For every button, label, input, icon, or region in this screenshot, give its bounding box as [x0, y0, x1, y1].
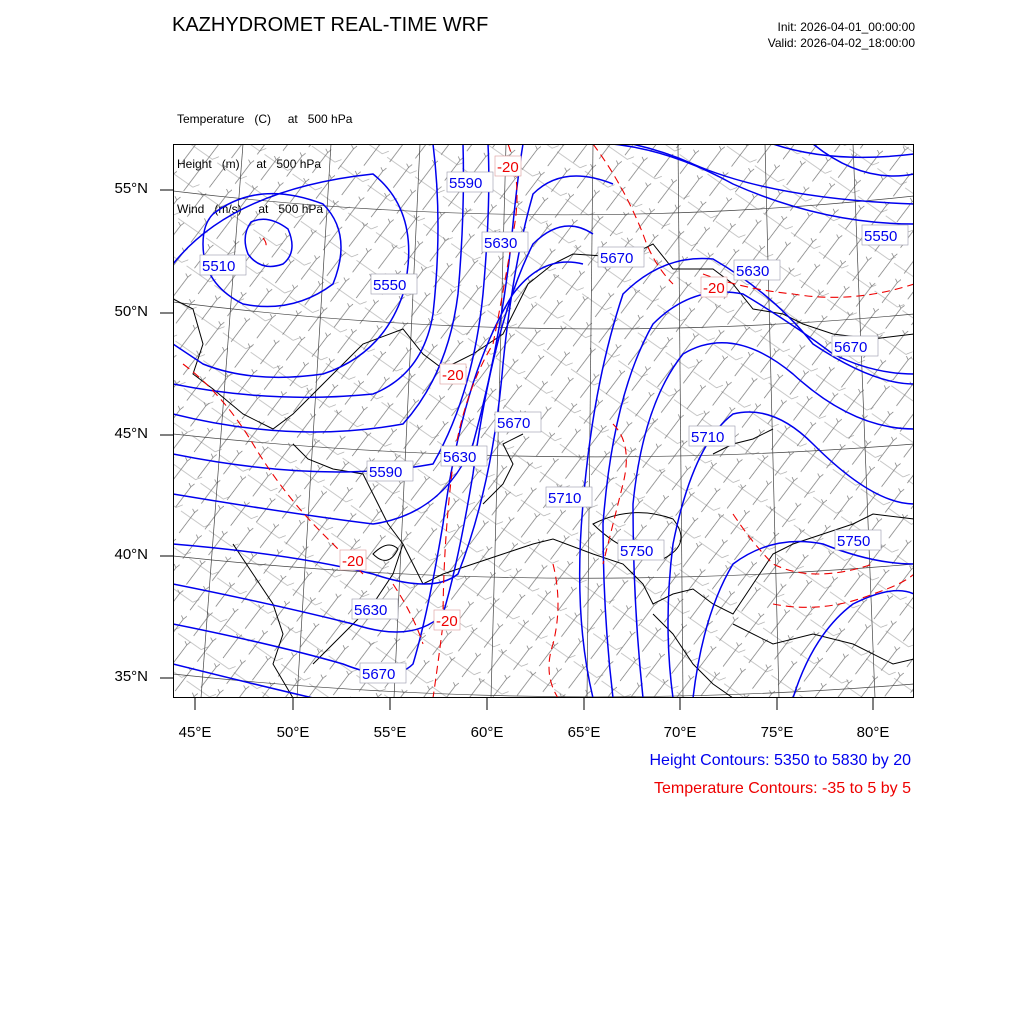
lat-label-45: 45°N — [114, 425, 148, 442]
height-label: 5750 — [620, 543, 654, 560]
height-label: 5750 — [837, 533, 871, 550]
lat-label-40: 40°N — [114, 546, 148, 563]
lon-label-50: 50°E — [276, 724, 310, 741]
temperature-label: -20 — [703, 280, 725, 297]
height-label: 5550 — [864, 228, 898, 245]
height-label: 5590 — [449, 175, 483, 192]
height-label: 5710 — [548, 490, 582, 507]
height-label: 5710 — [691, 429, 725, 446]
lon-label-65: 65°E — [567, 724, 601, 741]
lat-label-50: 50°N — [114, 303, 148, 320]
temperature-label: -20 — [342, 553, 364, 570]
temperature-contour-legend: Temperature Contours: -35 to 5 by 5 — [653, 780, 911, 797]
chart-title: KAZHYDROMET REAL-TIME WRF — [172, 14, 489, 36]
axis-ticks — [160, 130, 930, 720]
lat-label-35: 35°N — [114, 668, 148, 685]
height-label: 5670 — [497, 415, 531, 432]
height-label: 5550 — [373, 277, 407, 294]
height-label: 5630 — [443, 449, 477, 466]
height-label: 5670 — [362, 666, 396, 683]
height-label: 5630 — [484, 235, 518, 252]
lon-label-80: 80°E — [856, 724, 890, 741]
temperature-label: -20 — [442, 367, 464, 384]
height-label: 5670 — [600, 250, 634, 267]
lon-label-75: 75°E — [760, 724, 794, 741]
lat-label-55: 55°N — [114, 180, 148, 197]
lon-label-55: 55°E — [373, 724, 407, 741]
field-temperature: Temperature (C) at 500 hPa — [177, 112, 353, 126]
height-contour-legend: Height Contours: 5350 to 5830 by 20 — [649, 752, 911, 769]
height-label: 5630 — [736, 263, 770, 280]
valid-time: Valid: 2026-04-02_18:00:00 — [767, 36, 915, 50]
height-label: 5670 — [834, 339, 868, 356]
lon-label-60: 60°E — [470, 724, 504, 741]
temperature-label: -20 — [436, 613, 458, 630]
lon-label-45: 45°E — [178, 724, 212, 741]
lon-label-70: 70°E — [663, 724, 697, 741]
init-time: Init: 2026-04-01_00:00:00 — [777, 20, 915, 34]
temperature-label: -20 — [497, 159, 519, 176]
height-label: 5510 — [202, 258, 236, 275]
height-label: 5590 — [369, 464, 403, 481]
time-info — [768, 19, 915, 51]
height-label: 5630 — [354, 602, 388, 619]
